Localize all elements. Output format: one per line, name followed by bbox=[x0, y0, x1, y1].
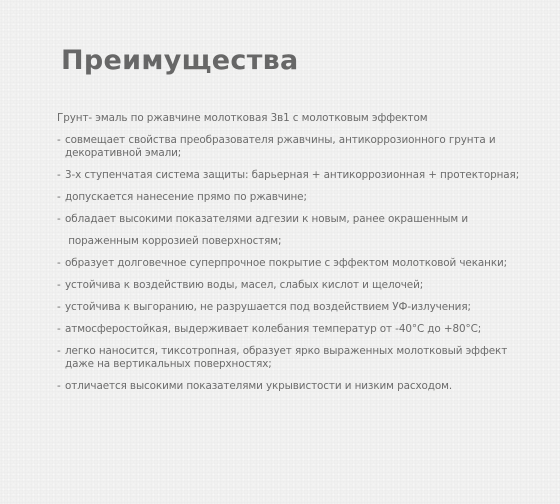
list-item-text: обладает высокими показателями адгезии к новым, ранее окрашенным и bbox=[65, 213, 468, 225]
page-title: Преимущества bbox=[61, 45, 299, 76]
advantages-content bbox=[57, 112, 537, 402]
list-dash: - bbox=[57, 169, 61, 181]
list-item bbox=[57, 257, 537, 270]
list-dash: - bbox=[57, 380, 61, 392]
list-item-text: образует долговечное суперпрочное покрытие с эффектом молотковой чеканки; bbox=[65, 257, 508, 269]
list-item bbox=[57, 213, 537, 248]
list-dash: - bbox=[57, 279, 61, 291]
list-item-text: 3-х ступенчатая система защиты: барьерная + антикоррозионная + протекторная; bbox=[65, 169, 520, 181]
list-dash: - bbox=[57, 191, 61, 203]
list-dash: - bbox=[57, 134, 61, 146]
list-item bbox=[57, 134, 537, 160]
list-item-continuation: пораженным коррозией поверхностям; bbox=[65, 235, 282, 247]
list-item bbox=[57, 279, 537, 292]
list-dash: - bbox=[57, 301, 61, 313]
list-item-text: отличается высокими показателями укрывистости и низким расходом. bbox=[65, 380, 453, 392]
list-item bbox=[57, 345, 537, 371]
list-item bbox=[57, 191, 537, 204]
feature-list bbox=[57, 134, 537, 393]
list-dash: - bbox=[57, 323, 61, 335]
list-item-text: совмещает свойства преобразователя ржавчины, антикоррозионного грунта и bbox=[65, 134, 496, 146]
list-item bbox=[57, 380, 537, 393]
list-item bbox=[57, 169, 537, 182]
list-item-text: допускается нанесение прямо по ржавчине; bbox=[65, 191, 307, 203]
list-item-continuation: даже на вертикальных поверхностях; bbox=[65, 358, 272, 370]
list-item bbox=[57, 301, 537, 314]
list-item bbox=[57, 323, 537, 336]
list-item-text: устойчива к воздействию воды, масел, слабых кислот и щелочей; bbox=[65, 279, 424, 291]
product-intro: Грунт- эмаль по ржавчине молотковая 3в1 с молотковым эффектом bbox=[57, 112, 428, 124]
list-dash: - bbox=[57, 257, 61, 269]
list-item-text: атмосферостойкая, выдерживает колебания температур от -40°С до +80°С; bbox=[65, 323, 482, 335]
list-item-text: устойчива к выгоранию, не разрушается под воздействием УФ-излучения; bbox=[65, 301, 471, 313]
list-item-continuation: декоративной эмали; bbox=[65, 147, 182, 159]
list-dash: - bbox=[57, 213, 61, 225]
list-item-text: легко наносится, тиксотропная, образует ярко выраженных молотковый эффект bbox=[65, 345, 508, 357]
list-dash: - bbox=[57, 345, 61, 357]
